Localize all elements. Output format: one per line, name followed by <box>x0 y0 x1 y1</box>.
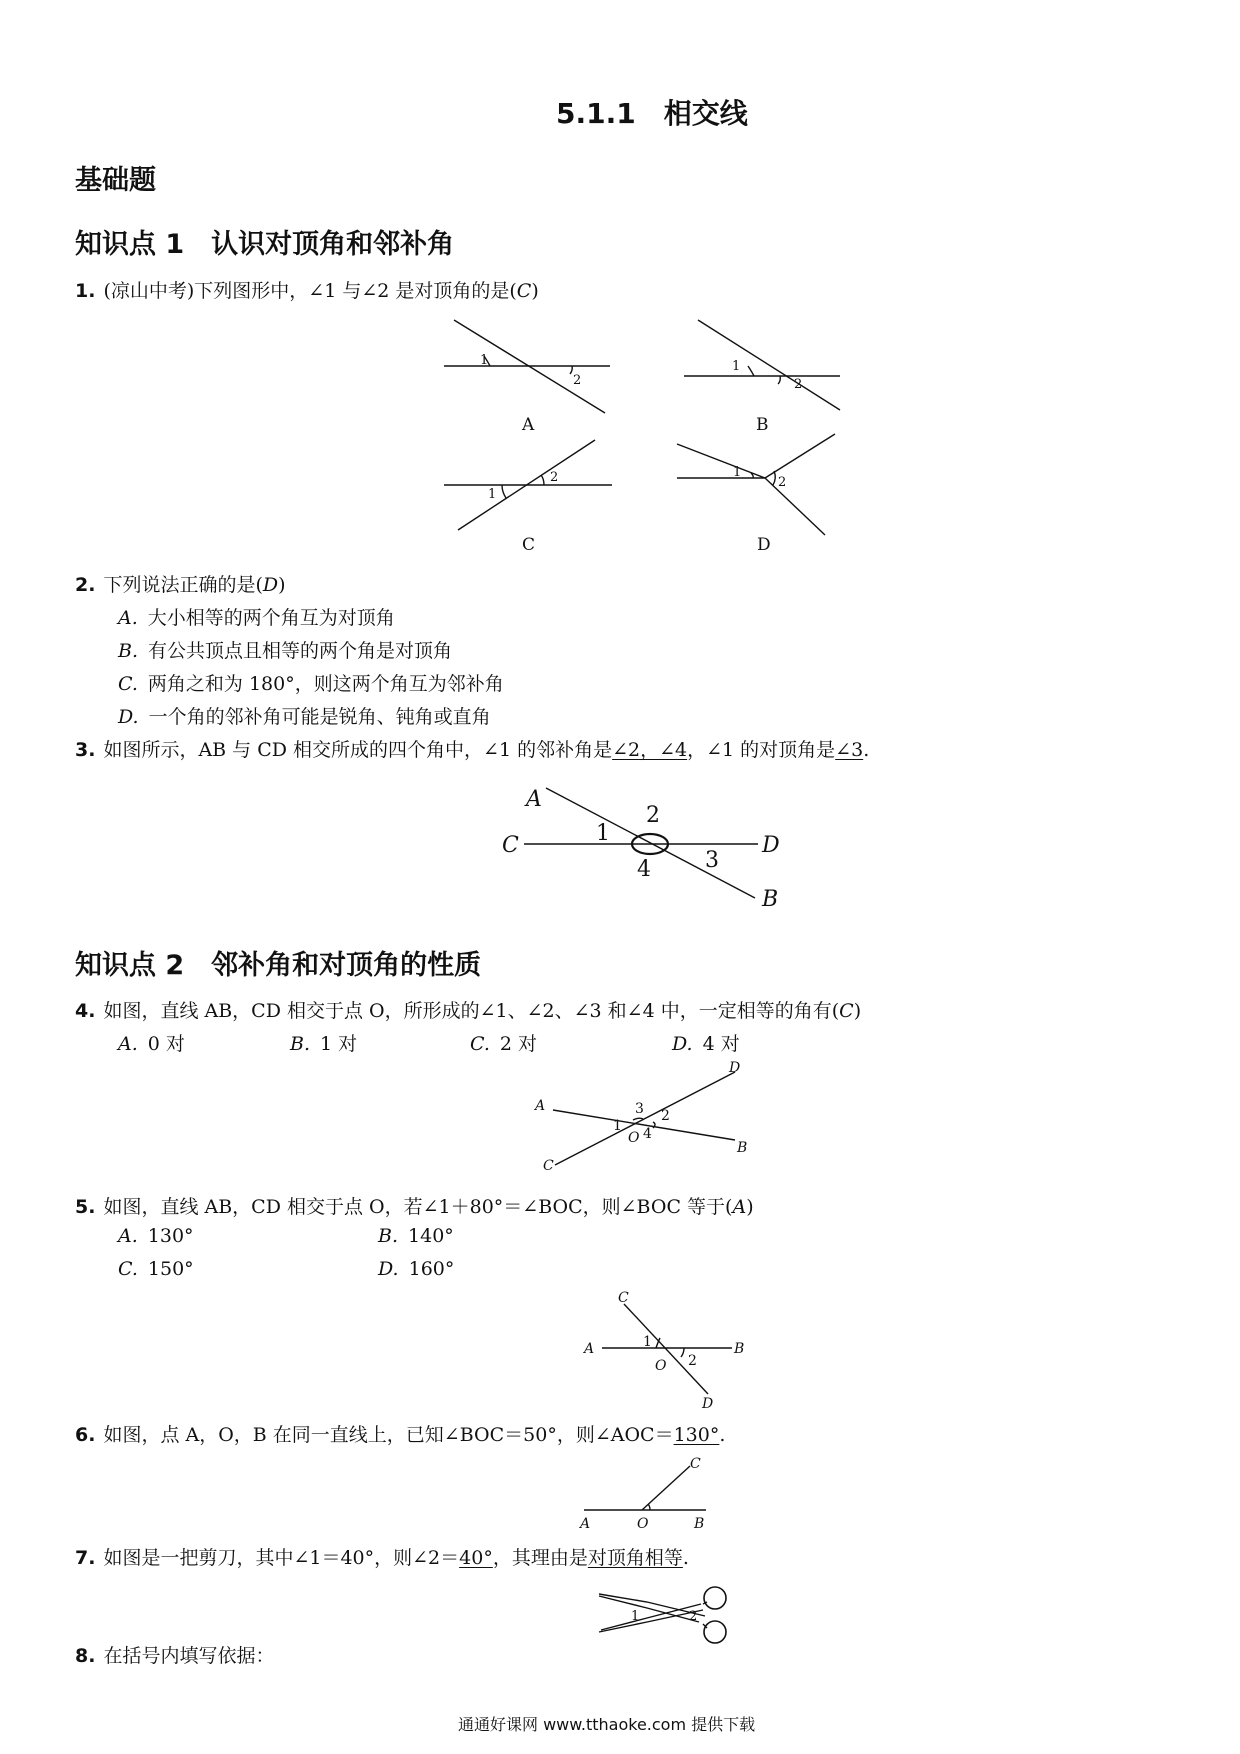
point-label: B <box>694 1516 705 1532</box>
question-text: 如图，直线 AB，CD 相交于点 O，所形成的∠1、∠2、∠3 和∠4 中，一定相等的角有( <box>103 1000 840 1022</box>
question-number: 1. <box>75 280 96 302</box>
point-label: C <box>690 1456 701 1472</box>
option-c <box>118 1258 194 1280</box>
question-7 <box>75 1543 689 1570</box>
option-letter: C. <box>470 1033 490 1055</box>
question-text: 如图，点 A，O，B 在同一直线上，已知∠BOC＝50°，则∠AOC＝ <box>103 1424 674 1446</box>
question-1 <box>75 276 539 303</box>
angle-arc <box>778 376 780 384</box>
q4-figure <box>535 1062 765 1172</box>
answer-blank: ∠2，∠4 <box>612 739 688 761</box>
option-letter: B. <box>290 1033 311 1055</box>
q7-scissors-figure <box>595 1580 745 1650</box>
option-text: 130° <box>147 1225 194 1247</box>
angle-label: 1 <box>643 1334 652 1350</box>
point-label: B <box>762 887 779 912</box>
point-label: C <box>502 833 519 858</box>
option-letter: A. <box>118 1225 138 1247</box>
option-d <box>672 1029 740 1056</box>
option-b <box>290 1029 357 1056</box>
angle-label: 2 <box>778 475 787 490</box>
point-label: O <box>637 1516 649 1532</box>
angle-label: 3 <box>705 848 719 873</box>
option-text: 2 对 <box>499 1033 538 1055</box>
question-5 <box>75 1192 754 1219</box>
question-8 <box>75 1641 274 1668</box>
angle-label: 1 <box>596 821 610 846</box>
angle-arc <box>681 1348 684 1357</box>
paren: ) <box>746 1196 754 1218</box>
angle-label: 2 <box>794 377 803 392</box>
option-text: 160° <box>408 1258 455 1280</box>
option-letter: D. <box>118 706 139 728</box>
answer-blank: 对顶角相等 <box>587 1547 683 1569</box>
option-text: 1 对 <box>320 1033 358 1055</box>
angle-label: 1 <box>480 353 489 368</box>
point-label: B <box>734 1341 745 1357</box>
paren: ) <box>853 1000 862 1022</box>
option-a <box>118 603 395 630</box>
q1-figure-a <box>440 318 620 438</box>
question-text: ，∠1 的对顶角是 <box>687 739 836 761</box>
q5-figure <box>582 1290 762 1412</box>
option-text: 140° <box>408 1225 454 1247</box>
line <box>765 478 825 535</box>
option-letter: B. <box>118 640 139 662</box>
option-letter: D. <box>672 1033 693 1055</box>
question-text: (凉山中考)下列图形中，∠1 与∠2 是对顶角的是( <box>103 280 517 302</box>
angle-label: 4 <box>643 1126 652 1142</box>
q6-figure <box>578 1458 718 1530</box>
option-a <box>118 1225 194 1247</box>
option-c <box>470 1029 537 1056</box>
blade-lower <box>599 1610 703 1632</box>
option-letter: C. <box>118 673 138 695</box>
handle-ring-icon <box>704 1621 726 1643</box>
ray-oc <box>642 1466 690 1510</box>
angle-label: 1 <box>631 1609 640 1624</box>
q1-figure-c <box>440 430 620 555</box>
line <box>765 434 835 478</box>
option-b <box>118 636 452 663</box>
angle-arc <box>541 475 544 485</box>
option-text: 有公共顶点且相等的两个角是对顶角 <box>148 640 453 662</box>
point-label: O <box>655 1358 667 1374</box>
point-label: B <box>737 1140 748 1156</box>
question-text: . <box>682 1547 689 1569</box>
question-text: . <box>719 1424 726 1446</box>
answer: C <box>839 1000 854 1022</box>
paren: ) <box>278 574 286 596</box>
angle-label: 4 <box>637 857 651 882</box>
angle-label: 3 <box>635 1101 644 1117</box>
line-cd <box>555 1072 735 1165</box>
angle-label: 1 <box>613 1118 622 1134</box>
paren: ) <box>531 280 539 302</box>
point-label: A <box>526 787 542 812</box>
question-number: 2. <box>75 574 96 596</box>
figure-caption: A <box>522 415 535 435</box>
angle-label: 2 <box>550 470 559 485</box>
question-2 <box>75 570 286 597</box>
question-text: 如图是一把剪刀，其中∠1＝40°，则∠2＝ <box>103 1547 460 1569</box>
question-text: . <box>863 739 870 761</box>
question-text: 在括号内填写依据： <box>103 1645 275 1667</box>
page-title: 5.1.1 相交线 <box>556 97 748 130</box>
question-number: 8. <box>75 1645 96 1667</box>
figure-caption: B <box>756 415 769 435</box>
option-letter: B. <box>378 1225 399 1247</box>
line <box>698 320 840 410</box>
angle-label: 2 <box>573 373 582 388</box>
section-heading: 基础题 <box>75 165 156 196</box>
figure-caption: C <box>522 535 536 555</box>
angle-label: 2 <box>646 803 660 828</box>
option-letter: D. <box>378 1258 399 1280</box>
question-number: 5. <box>75 1196 96 1218</box>
point-label: D <box>762 833 780 858</box>
option-b <box>378 1225 454 1247</box>
question-3 <box>75 735 869 762</box>
answer: A <box>732 1196 747 1218</box>
answer-blank: 40° <box>459 1547 493 1569</box>
question-text: 下列说法正确的是( <box>103 574 263 596</box>
point-label: A <box>535 1098 546 1114</box>
q1-figure-b <box>680 318 860 438</box>
option-letter: A. <box>118 1033 138 1055</box>
answer: C <box>516 280 532 302</box>
handle-ring-icon <box>704 1587 726 1609</box>
option-letter: A. <box>118 607 138 629</box>
option-text: 4 对 <box>702 1033 740 1055</box>
angle-arc <box>502 485 506 498</box>
point-label: D <box>729 1060 741 1076</box>
line-cd <box>624 1304 708 1394</box>
question-number: 3. <box>75 739 96 761</box>
question-6 <box>75 1420 725 1447</box>
angle-label: 2 <box>688 1353 697 1369</box>
point-label: A <box>580 1516 591 1532</box>
option-text: 150° <box>147 1258 194 1280</box>
point-label: D <box>702 1396 714 1412</box>
knowledge-point-2-heading: 知识点 2 邻补角和对顶角的性质 <box>75 950 482 981</box>
point-label: C <box>543 1158 554 1174</box>
question-4 <box>75 996 861 1023</box>
angle-arc <box>748 366 754 376</box>
option-letter: C. <box>118 1258 138 1280</box>
question-number: 4. <box>75 1000 96 1022</box>
question-number: 6. <box>75 1424 96 1446</box>
knowledge-point-1-heading: 知识点 1 认识对顶角和邻补角 <box>75 229 455 260</box>
answer-blank: 130° <box>673 1424 720 1446</box>
angle-arc <box>570 366 572 374</box>
option-text: 大小相等的两个角互为对顶角 <box>147 607 395 629</box>
question-text: 如图，直线 AB，CD 相交于点 O，若∠1＋80°＝∠BOC，则∠BOC 等于( <box>103 1196 733 1218</box>
option-text: 0 对 <box>147 1033 185 1055</box>
question-text: ，其理由是 <box>492 1547 588 1569</box>
option-a <box>118 1029 185 1056</box>
answer: D <box>262 574 279 596</box>
angle-arc <box>648 1504 650 1510</box>
q1-figure-d <box>675 430 855 555</box>
option-d <box>118 702 491 729</box>
question-number: 7. <box>75 1547 96 1569</box>
angle-label: 2 <box>661 1108 670 1124</box>
point-label: A <box>584 1341 595 1357</box>
option-text: 一个角的邻补角可能是锐角、钝角或直角 <box>148 706 491 728</box>
point-label: O <box>628 1130 640 1146</box>
option-d <box>378 1258 454 1280</box>
option-c <box>118 669 504 696</box>
figure-caption: D <box>757 535 771 555</box>
q3-figure <box>500 770 800 920</box>
question-text: 如图所示，AB 与 CD 相交所成的四个角中，∠1 的邻补角是 <box>103 739 613 761</box>
point-label: C <box>618 1290 629 1306</box>
angle-label: 1 <box>488 487 497 502</box>
angle-label: 2 <box>689 1609 698 1624</box>
angle-label: 1 <box>733 465 742 480</box>
answer-blank: ∠3 <box>835 739 864 761</box>
blade-lower <box>601 1604 701 1630</box>
page-footer: 通通好课网 www.tthaoke.com 提供下载 <box>458 1715 756 1734</box>
angle-label: 1 <box>732 359 741 374</box>
option-text: 两角之和为 180°，则这两个角互为邻补角 <box>147 673 504 695</box>
